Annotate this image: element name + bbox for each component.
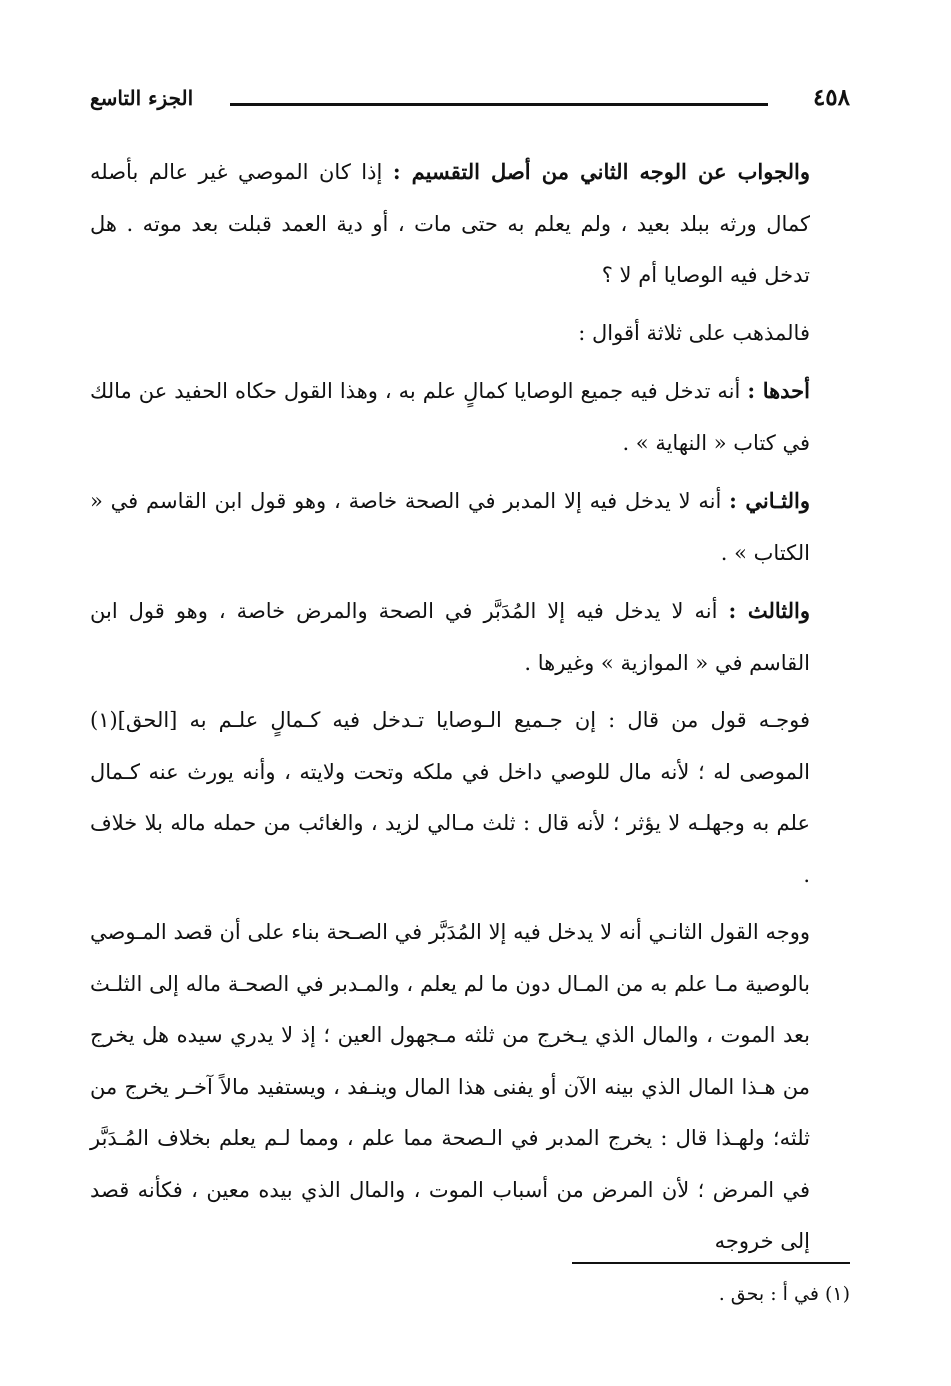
footnote-rule — [572, 1262, 850, 1264]
paragraph-lead: والثالث : — [728, 598, 810, 623]
paragraph-madhhab — [90, 308, 850, 360]
paragraph-second-opinion — [90, 475, 850, 579]
footnote: (١) في أ : بحق . — [718, 1283, 850, 1305]
paragraph-text: فالمذهب على ثلاثة أقوال : — [578, 320, 810, 345]
paragraph-text: أنه تدخل فيه جميع الوصايا كمالٍ علم به ، وهذا القول حكاه الحفيد عن مالك في كتاب « النهاية » . — [90, 379, 810, 455]
paragraph-text: فوجـه قول من قال : إن جـميع الـوصايا تـدخل فيه كـمالٍ علـم به [الحق](١) الموصى له ؛ لأنه مال للوصي داخل في ملكه وتحت ولايته ، وأنه يورث عنه كـمال علم به وجهلـه لا يؤثر ؛ لأنه قال : ثلث مـالي لزيد ، والغائب من حمله ماله بلا خلاف . — [90, 708, 810, 887]
header-rule — [230, 103, 768, 106]
page-header — [90, 84, 850, 120]
paragraph-text: أنه لا يدخل فيه إلا المدبر في الصحة خاصة ، وهو قول ابن القاسم في « الكتاب » . — [90, 489, 810, 565]
paragraph-third-opinion — [90, 585, 850, 689]
main-text — [90, 146, 850, 1268]
paragraph-first-reasoning — [90, 695, 850, 901]
paragraph-text: إذا كان الموصي غير عالم بأصله كمال ورثه ببلد بعيد ، ولم يعلم به حتى مات ، أو دية العمد قبلت بعد موته . هل تدخل فيه الوصايا أم لا ؟ — [90, 160, 810, 287]
paragraph-text: ووجه القول الثانـي أنه لا يدخل فيه إلا المُدَبَّر في الصـحة بناء على أن قصد المـوصي بالوصية مـا علم به من المـال دون ما لم يعلم ، والمـدبر في الصحـة ماله إلى الثلـث بعد الموت ، والمال الذي يـخرج من ثلثه مـجهول العين ؛ إذ لا يدري سيده هل يخرج من هـذا المال الذي بينه الآن أو يفنى هذا المال وينـفد ، ويستفيد مالاً آخـر يخرج من ثلثه؛ ولهـذا قال : يخرج المدبر في الـصحة مما علم ، ومما لـم يعلم بخلاف المُـدَبَّر في المرض ؛ لأن المرض من أسباب الموت ، والمال الذي بيده معين ، فكأنه قصد إلى خروجه — [90, 920, 810, 1253]
paragraph-text: أنه لا يدخل فيه إلا المُدَبَّر في الصحة والمرض خاصة ، وهو قول ابن القاسم في « الموازية » وغيرها . — [90, 599, 810, 675]
paragraph-lead: والجواب عن الوجه الثاني من أصل التقسيم : — [392, 159, 810, 184]
paragraph-lead: والثـاني : — [729, 488, 810, 513]
running-title: الجزء التاسع — [90, 86, 194, 110]
paragraph-answer — [90, 146, 850, 302]
paragraph-second-reasoning — [90, 907, 850, 1268]
page-number: ٤٥٨ — [812, 84, 850, 111]
paragraph-first-opinion — [90, 365, 850, 469]
paragraph-lead: أحدها : — [747, 378, 811, 403]
